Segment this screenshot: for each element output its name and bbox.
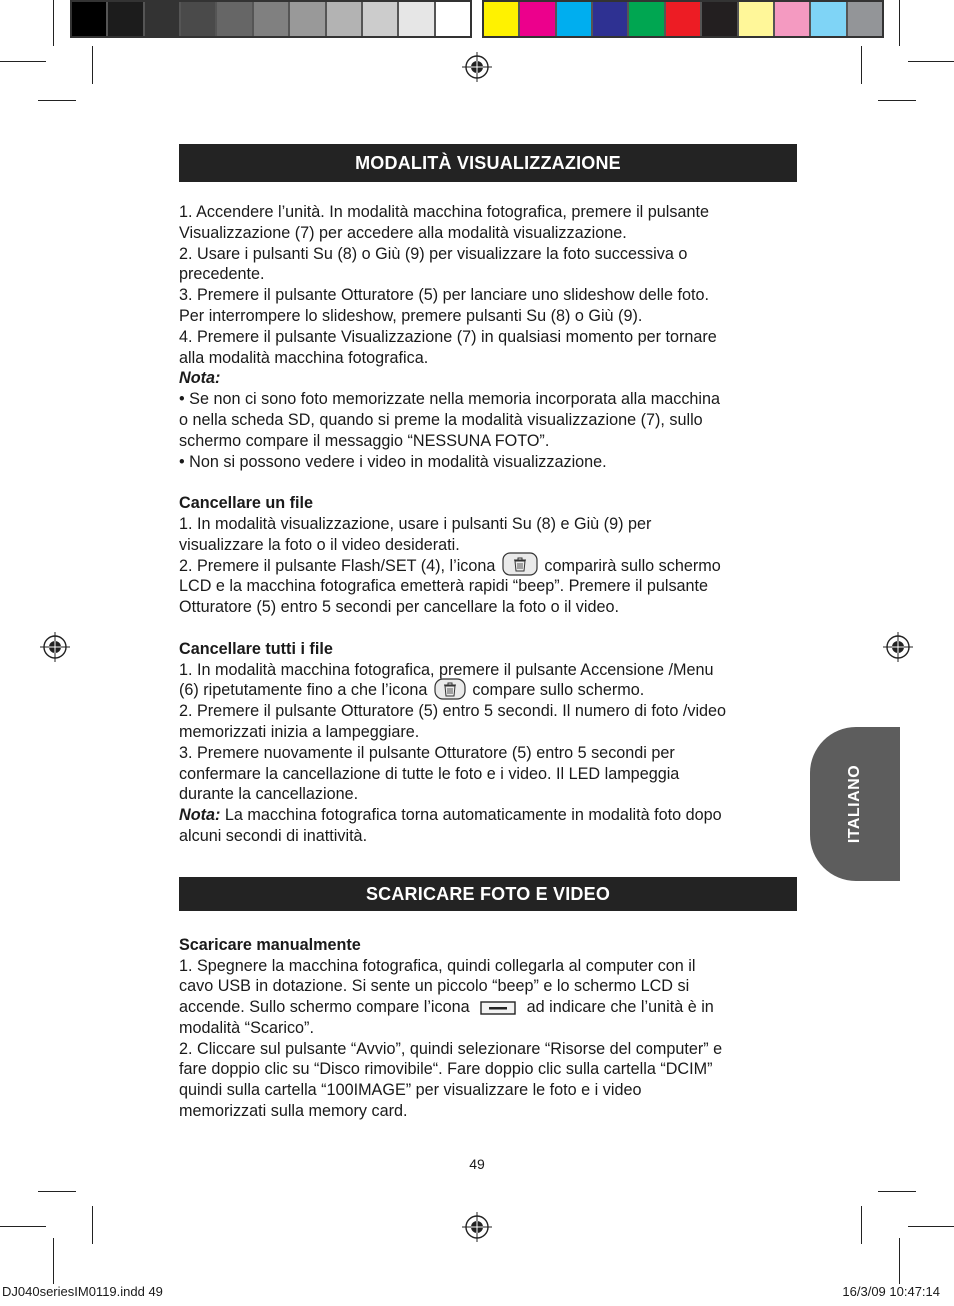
note-label: Nota:	[179, 369, 221, 388]
color-swatch	[593, 2, 629, 36]
footer-filename: DJ040seriesIM0119.indd 49	[2, 1284, 163, 1299]
text-line	[179, 997, 797, 1018]
crop-mark	[0, 1226, 46, 1227]
crop-mark	[899, 1238, 900, 1284]
text-fragment: comparirà sullo schermo	[544, 556, 721, 575]
crop-mark	[908, 1226, 954, 1227]
text-line: alcuni secondi di inattività.	[179, 826, 368, 845]
color-swatch	[363, 2, 399, 36]
language-label: ITALIANO	[846, 764, 863, 844]
crop-mark	[0, 61, 46, 62]
trash-icon	[502, 552, 538, 576]
footer-datetime: 16/3/09 10:47:14	[842, 1284, 940, 1299]
crop-mark	[53, 0, 54, 46]
text-line: quindi sulla cartella “100IMAGE” per visualizzare le foto e i video	[179, 1081, 642, 1100]
crop-mark	[861, 1206, 862, 1244]
text-line: • Non si possono vedere i video in modalità visualizzazione.	[179, 452, 607, 471]
registration-mark-icon	[40, 632, 70, 662]
text-line	[179, 556, 797, 577]
crop-mark	[878, 100, 916, 101]
text-line: 2. Usare i pulsanti Su (8) o Giù (9) per visualizzare la foto successiva o	[179, 244, 688, 263]
color-swatch	[399, 2, 435, 36]
section-title-visualizzazione: MODALITÀ VISUALIZZAZIONE	[179, 144, 797, 182]
note-text	[179, 389, 797, 472]
text-line: memorizzati sulla memory card.	[179, 1102, 408, 1121]
note-label: Nota:	[179, 806, 221, 825]
color-swatch	[520, 2, 556, 36]
color-swatch	[290, 2, 326, 36]
text-line: • Se non ci sono foto memorizzate nella memoria incorporata alla macchina	[179, 390, 721, 409]
color-swatch	[739, 2, 775, 36]
crop-mark	[908, 61, 954, 62]
language-side-tab	[810, 727, 900, 881]
section-title-scaricare: SCARICARE FOTO E VIDEO	[179, 877, 797, 911]
color-swatch	[436, 2, 470, 36]
text-fragment: ad indicare che l’unità è in	[526, 998, 714, 1017]
text-line: confermare la cancellazione di tutte le foto e i video. Il LED lampeggia	[179, 764, 680, 783]
registration-mark-icon	[462, 52, 492, 82]
color-swatch	[848, 2, 882, 36]
text-fragment: La macchina fotografica torna automaticamente in modalità foto dopo	[220, 806, 722, 825]
text-line: 2. Premere il pulsante Otturatore (5) entro 5 secondi. Il numero di foto /video	[179, 702, 727, 721]
text-line: Per interrompere lo slideshow, premere pulsanti Su (8) o Giù (9).	[179, 306, 643, 325]
crop-mark	[878, 1191, 916, 1192]
color-swatch	[811, 2, 847, 36]
cmyk-color-bar	[482, 0, 884, 38]
color-swatch	[666, 2, 702, 36]
crop-mark	[861, 46, 862, 84]
note-line	[179, 805, 797, 826]
text-line: LCD e la macchina fotografica emetterà rapidi “beep”. Premere il pulsante	[179, 577, 709, 596]
text-line: fare doppio clic su “Disco rimovibile“. Fare doppio clic sulla cartella “DCIM”	[179, 1060, 713, 1079]
color-swatch	[484, 2, 520, 36]
text-line: alla modalità macchina fotografica.	[179, 348, 429, 367]
text-line: 4. Premere il pulsante Visualizzazione (7) in qualsiasi momento per tornare	[179, 327, 717, 346]
trash-icon	[434, 678, 466, 700]
color-swatch	[108, 2, 144, 36]
color-swatch	[702, 2, 738, 36]
page-content	[179, 144, 797, 1122]
color-swatch	[181, 2, 217, 36]
text-line: 3. Premere il pulsante Otturatore (5) per lanciare uno slideshow delle foto.	[179, 286, 709, 305]
text-line: schermo compare il messaggio “NESSUNA FOTO”.	[179, 431, 550, 450]
page-number: 49	[469, 1156, 485, 1172]
text-fragment: compare sullo schermo.	[472, 681, 645, 700]
text-line: modalità “Scarico”.	[179, 1018, 314, 1037]
grayscale-color-bar	[70, 0, 472, 38]
text-line: cavo USB in dotazione. Si sente un piccolo “beep” e lo schermo LCD si	[179, 977, 690, 996]
usb-mode-icon	[480, 1001, 516, 1015]
color-swatch	[327, 2, 363, 36]
color-swatch	[629, 2, 665, 36]
subheading-manual-download: Scaricare manualmente	[179, 935, 361, 954]
crop-mark	[38, 1191, 76, 1192]
instructions-list	[179, 202, 797, 368]
registration-mark-icon	[883, 632, 913, 662]
crop-mark	[899, 0, 900, 46]
text-line: o nella scheda SD, quando si preme la modalità visualizzazione (7), sullo	[179, 410, 703, 429]
color-swatch	[145, 2, 181, 36]
color-swatch	[557, 2, 593, 36]
text-line: 1. In modalità macchina fotografica, premere il pulsante Accensione /Menu	[179, 660, 714, 679]
crop-mark	[92, 1206, 93, 1244]
text-fragment: 2. Premere il pulsante Flash/SET (4), l’icona	[179, 556, 496, 575]
crop-mark	[92, 46, 93, 84]
color-swatch	[775, 2, 811, 36]
crop-mark	[38, 100, 76, 101]
text-line: visualizzare la foto o il video desiderati.	[179, 535, 460, 554]
text-fragment: accende. Sullo schermo compare l’icona	[179, 998, 470, 1017]
text-line: 1. Accendere l’unità. In modalità macchina fotografica, premere il pulsante	[179, 203, 709, 221]
text-line: precedente.	[179, 265, 265, 284]
registration-mark-icon	[462, 1212, 492, 1242]
text-line: durante la cancellazione.	[179, 785, 359, 804]
text-line: Visualizzazione (7) per accedere alla modalità visualizzazione.	[179, 223, 627, 242]
text-fragment: (6) ripetutamente fino a che l’icona	[179, 681, 428, 700]
text-line: 1. Spegnere la macchina fotografica, quindi collegarla al computer con il	[179, 956, 696, 975]
color-swatch	[254, 2, 290, 36]
text-line: Otturatore (5) entro 5 secondi per cancellare la foto o il video.	[179, 598, 619, 617]
crop-mark	[53, 1238, 54, 1284]
text-line	[179, 680, 797, 701]
text-line: 1. In modalità visualizzazione, usare i pulsanti Su (8) e Giù (9) per	[179, 514, 652, 533]
subheading-delete-one: Cancellare un file	[179, 494, 314, 513]
text-line: memorizzati inizia a lampeggiare.	[179, 722, 420, 741]
text-line: 2. Cliccare sul pulsante “Avvio”, quindi selezionare “Risorse del computer” e	[179, 1039, 723, 1058]
color-swatch	[217, 2, 253, 36]
subheading-delete-all: Cancellare tutti i file	[179, 639, 333, 658]
text-line: 3. Premere nuovamente il pulsante Otturatore (5) entro 5 secondi per	[179, 743, 675, 762]
color-swatch	[72, 2, 108, 36]
